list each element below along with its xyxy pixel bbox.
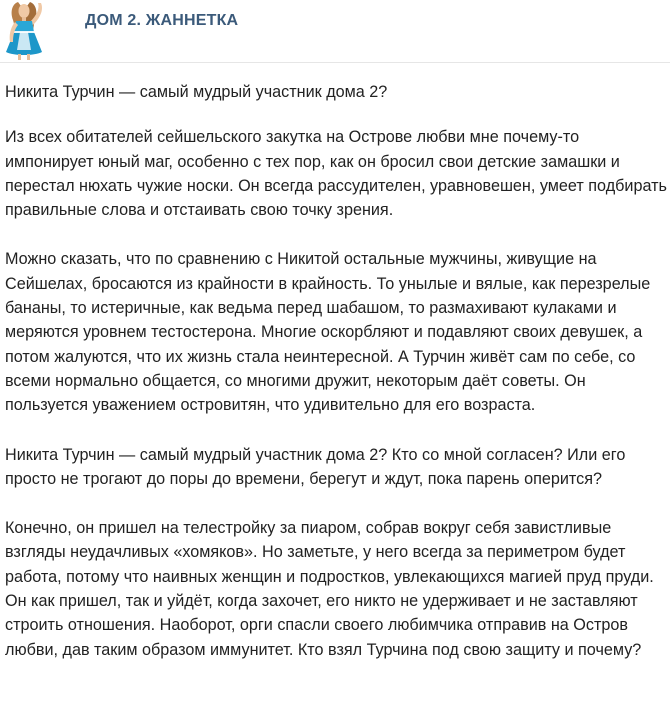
- woman-in-blue-dress-avatar-icon[interactable]: [0, 0, 58, 60]
- blog-title[interactable]: ДОМ 2. ЖАННЕТКА: [85, 12, 239, 29]
- article-paragraph: Из всех обитателей сейшельского закутка на Острове любви мне почему-то импонирует юный маг, особенно с тех пор, как он бросил свои детские замашки и перестал нюхать чужие носки. Он всегда рассудителен, уравновешен, умеет подбирать правильные слова и отстаивать свою точку зрения.: [5, 128, 667, 220]
- article-body: [5, 80, 667, 687]
- article-title-line: Никита Турчин — самый мудрый участник дома 2?: [5, 83, 388, 101]
- article-paragraph: Можно сказать, что по сравнению с Никитой остальные мужчины, живущие на Сейшелах, бросаются из крайности в крайность. То унылые и вялые, как перезрелые бананы, то истеричные, как ведьма перед шабашом, то размахивают кулаками и меряются уровнем тестостерона. Многие оскорбляют и подавляют своих девушек, а потом жалуются, что их жизнь стала неинтересной. А Турчин живёт сам по себе, со всеми нормально общается, со многими дружит, некоторым даёт советы. Он пользуется уважением островитян, что удивительно для его возраста.: [5, 250, 651, 415]
- article-paragraph: Конечно, он пришел на телестройку за пиаром, собрав вокруг себя завистливые взгляды неудачливых «хомяков». Но заметьте, у него всегда за периметром будет работа, потому что наивных женщин и подростков, увлекающихся магией пруд пруди. Он как пришел, так и уйдёт, когда захочет, его никто не удерживает и не заставляют строить отношения. Наоборот, орги спасли своего любимчика отправив на Остров любви, дав таким образом иммунитет. Кто взял Турчина под свою защиту и почему?: [5, 519, 654, 659]
- blog-header: [0, 0, 670, 60]
- header-divider: [0, 62, 670, 63]
- article-paragraph: Никита Турчин — самый мудрый участник дома 2? Кто со мной согласен? Или его просто не трогают до поры до времени, берегут и ждут, пока парень оперится?: [5, 445, 626, 488]
